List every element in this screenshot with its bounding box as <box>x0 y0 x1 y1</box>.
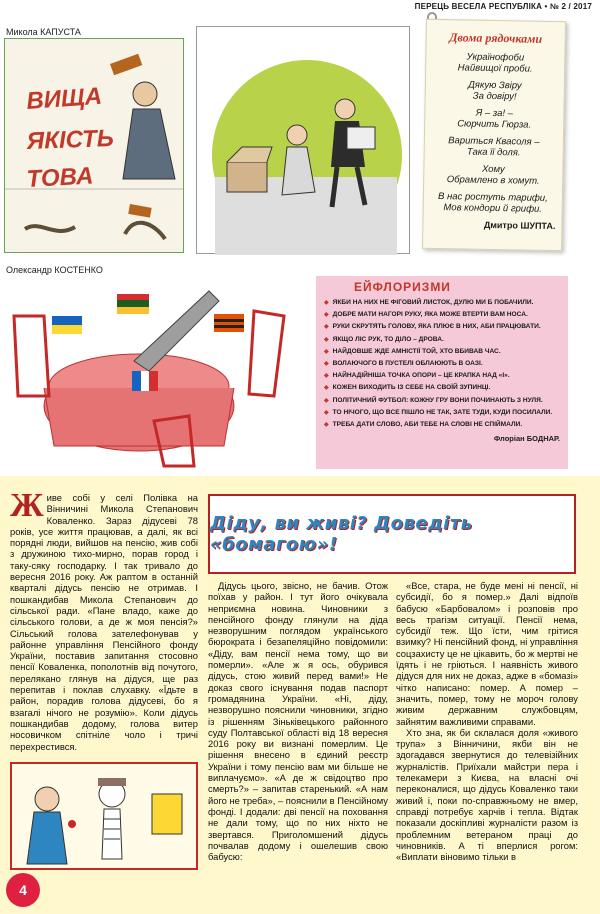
aphorism-item: ◆ ТРЕБА ДАТИ СЛОВО, АБИ ТЕБЕ НА СЛОВІ НЕ СПІЙМАЛИ. <box>324 419 560 431</box>
aphorisms-list <box>324 297 560 431</box>
svg-text:ВИЩА: ВИЩА <box>25 82 103 115</box>
aphorism-item: ◆ НАЙДОВШЕ ЖДЕ АМНІСТІЇ ТОЙ, ХТО ВБИВАВ ЧАС. <box>324 346 560 358</box>
article-column-2 <box>208 580 388 905</box>
aphorism-item: ◆ ПОЛІТИЧНИЙ ФУТБОЛ: КОЖНУ ГРУ ВОНИ ПОЧИНАЮТЬ З НУЛЯ. <box>324 395 560 407</box>
poem-stanza: Дякую Звіру За довіру! <box>468 79 522 103</box>
svg-text:ЯКІСТЬ: ЯКІСТЬ <box>26 124 115 155</box>
skeleton-illustration <box>12 764 196 868</box>
article-headline: Діду, ви живі? Доведіть «бомагою»! <box>210 513 473 555</box>
aphorism-item: ◆ НАЙНАДІЙНІША ТОЧКА ОПОРИ – ЦЕ КРАПКА НАД «І». <box>324 370 560 382</box>
cartoon-1-illustration <box>5 39 184 253</box>
poem-stanza: Я – за! – Сюрчить Гюрза. <box>457 107 532 131</box>
aphorism-item: ◆ ВОЛАЮЧОГО В ПУСТЕЛІ ОБЛАЮЮТЬ В ОАЗІ. <box>324 358 560 370</box>
aphorism-item: ◆ ТО НІЧОГО, ЩО ВСЕ ПІШЛО НЕ ТАК, ЗАТЕ ТУДИ, КУДИ ПОСИЛАЛИ. <box>324 407 560 419</box>
cartoon-1 <box>4 38 184 253</box>
article-text: Дідусь цього, звісно, не бачив. Отож поїхав у район. І тут його очікувала неприємна новина. Чиновники з пенсійного фонду глянули на діда незворушним поглядом українського бюрократа і безапеляційно повідомили: «Діду, вам пенсії нема тому, що ви померли». «Але ж я ось, обурився дідусь, стою живий перед вами!» Не доказ свого існування подав паспорт громадянина України. «Ні, діду, незворушно пояснили чиновники, згідно із рішенням Зіньківецького районного суду Полтавської області від 18 вересня 2016 року ви визнані померлим. Це рішення внесено в єдиний реєстр України і тому пенсію вам ми більше не виплачуємо». «А де ж свідоцтво про смерть?» – запитав старенький. «А нам його не треба», – пояснили в Пенсійному фонді. І додали: дві пенсії на поховання не дали тому, що по них ніхто не звертався. Приголомшений дідусь почвалав додому і ошелешив свою бабусю: <box>208 580 388 863</box>
poem-author: Дмитро ШУПТА. <box>483 219 556 232</box>
aphorism-item: ◆ ЯКБИ НА НИХ НЕ ФІГОВИЙ ЛИСТОК, ДУЛЮ МИ Б ПОБАЧИЛИ. <box>324 297 560 309</box>
article-headline-banner <box>208 494 576 574</box>
poem-stanza: Українофоби Найвищої проби. <box>457 51 533 75</box>
poem-stanza: Вариться Квасоля – Така її доля. <box>448 135 540 159</box>
article-text: «Все, стара, не буде мені ні пенсії, ні субсидії, бо я помер.» Далі відпоїв бабусю «Барбовалом» і розповів про весь трагізм ситуації. Пенсії нема, субсидії теж. Що їсти, чим грітися взимку? Ні пенсійний фонд, ні управління соцзахисту це не цікавить, бо ж мертві не їдять і не гріються. І наявність живого дідуся для них не доказ, адже в «бомазі» чітко написано: помер. А помер – значить, помер, тому не мороч голову живим державним службовцям, зайнятим важливими справами. <box>396 580 578 727</box>
cartoon-3 <box>4 276 304 468</box>
cartoon-2 <box>196 26 410 254</box>
drop-cap: Ж <box>10 492 44 524</box>
poem-title: Двома рядочками <box>449 30 543 46</box>
aphorisms-panel <box>316 276 568 469</box>
aphorism-item: ◆ КОЖЕН ВИХОДИТЬ ІЗ СЕБЕ НА СВОЇЙ ЗУПИНЦІ. <box>324 382 560 394</box>
poem-stanza: В нас ростуть тарифи, Мов кондори й грифи. <box>437 191 548 215</box>
article-text: Хто зна, як би склалася доля «живого трупа» з Вінничини, якби він не здогадався звернутися до телевізійних журналістів. Приїхали майстри пера і телекамери з Києва, на власні очі переконалися, що дідусь Коваленко таки живий і, поки по-справжньому не вмер, справді потребує харчів і тепла. Відтак показали доскіпливі журналісти разом із проблемним ветераном праці до чиновників. А ті вперлися рогом: «Виплати віновимо тільки в <box>396 726 578 863</box>
poem-card <box>422 19 566 251</box>
aphorisms-title: ЕЙФЛОРИЗМИ <box>354 280 451 294</box>
article-illustration <box>10 762 198 870</box>
page-number: 4 <box>6 873 40 907</box>
cartoon-2-illustration <box>197 27 411 255</box>
poem-stanza: Хому Обрамлено в хомут. <box>446 163 540 187</box>
article-column-1 <box>10 492 198 760</box>
svg-text:ТОВА: ТОВА <box>25 162 94 193</box>
aphorism-item: ◆ ЯКЩО ЛІС РУК, ТО ДІЛО – ДРОВА. <box>324 334 560 346</box>
cartoon-3-author: Олександр КОСТЕНКО <box>6 265 103 275</box>
cartoon-3-illustration <box>4 276 304 468</box>
article-column-3 <box>396 580 578 905</box>
cartoon-1-author: Микола КАПУСТА <box>6 27 81 37</box>
article-text: иве собі у селі Полівка на Вінничині Микола Степанович Коваленко. Зараз дідусеві 78 років, усе життя працював, а далі, як всі порядні люди, вийшов на пенсію, жив собі з дружиною тихо-мирно, порав город і таку-сяку господарку. І так тривало до вересня 2016 року. Аж раптом в останній кварталі дідусь пенсію не отримав. І пошкандибав Микола Степанович до сільської ради. «Пане владо, каже до сільського голови, а де ж моя пенсія?» Сільський голова зателефонував у районне управління Пенсійного фонду України, поставив запитання стосовно пенсії Коваленка, пополотнів від почутого, перелякано глянув на дідуся, ще раз перепитав і поклав слухавку. «Їдьте в район, порадив голова дідусеві, бо я взагалі нічого не розумію». Коли дідусь пошкандибав додому, голова витер носовичком спітніле чоло і тричі перехрестився. <box>10 492 198 752</box>
aphorisms-author: Флоріан БОДНАР. <box>493 434 560 444</box>
magazine-header: ПЕРЕЦЬ ВЕСЕЛА РЕСПУБЛІКА • № 2 / 2017 <box>414 2 592 11</box>
aphorism-item: ◆ РУКИ СКРУТЯТЬ ГОЛОВУ, ЯКА ПЛЮЄ В НИХ, АБИ ПРАЦЮВАТИ. <box>324 321 560 333</box>
aphorism-item: ◆ ДОБРЕ МАТИ НАГОРІ РУКУ, ЯКА МОЖЕ ВТЕРТИ ВАМ НОСА. <box>324 309 560 321</box>
